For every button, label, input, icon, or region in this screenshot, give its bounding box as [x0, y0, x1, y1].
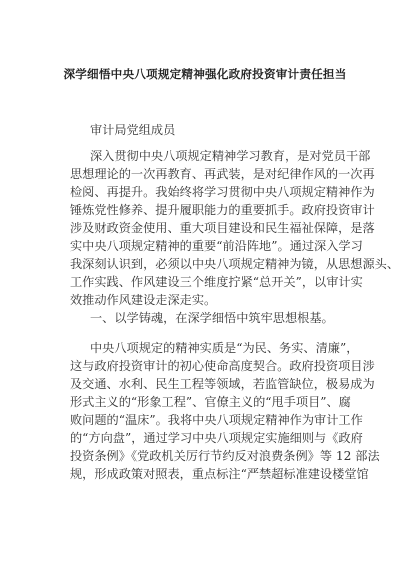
paragraph-line: 规，形成政策对照表，重点标注“严禁超标准建设楼堂馆 [70, 467, 369, 481]
paragraph-line: 锤炼党性修养、提升履职能力的重要抓手。政府投资审计 [70, 203, 375, 217]
paragraph-line: 检阅、再提升。我始终将学习贯彻中央八项规定精神作为 [70, 185, 375, 199]
paragraph-line: 投资条例》《党政机关厉行节约反对浪费条例》等 12 部法 [70, 449, 380, 463]
paragraph-line: 实中央八项规定精神的重要“前沿阵地”。通过深入学习 [70, 239, 363, 253]
paragraph-line: 思想理论的一次再教育、再武装，是对纪律作风的一次再 [70, 167, 375, 181]
paragraph-line: 这与政府投资审计的初心使命高度契合。政府投资项目涉 [70, 359, 375, 373]
paragraph-line: 的“方向盘”，通过学习中央八项规定实施细则与《政府 [70, 431, 363, 445]
paragraph-line: 涉及财政资金使用、重大项目建设和民生福祉保障，是落 [70, 221, 375, 235]
section-heading: 一、以学铸魂，在深学细悟中筑牢思想根基。 [90, 311, 334, 325]
paragraph-line: 形式主义的“形象工程”、官僚主义的“甩手项目”、腐 [70, 395, 351, 409]
paragraph-line: 我深刻认识到，必须以中央八项规定精神为镜，从思想源头、 [70, 257, 400, 271]
paragraph-line: 中央八项规定的精神实质是“为民、务实、清廉”， [90, 341, 359, 355]
author-line: 审计局党组成员 [90, 123, 176, 137]
paragraph-line: 深入贯彻中央八项规定精神学习教育，是对党员干部 [90, 149, 371, 163]
paragraph-line: 效推动作风建设走深走实。 [70, 293, 217, 307]
paragraph-line: 败问题的“温床”。我将中央八项规定精神作为审计工作 [70, 413, 363, 427]
paragraph-line: 工作实践、作风建设三个维度拧紧“总开关”，以审计实 [70, 275, 363, 289]
document-title: 深学细悟中央八项规定精神强化政府投资审计责任担当 [63, 67, 347, 81]
paragraph-line: 及交通、水利、民生工程等领域，若监管缺位，极易成为 [70, 377, 375, 391]
